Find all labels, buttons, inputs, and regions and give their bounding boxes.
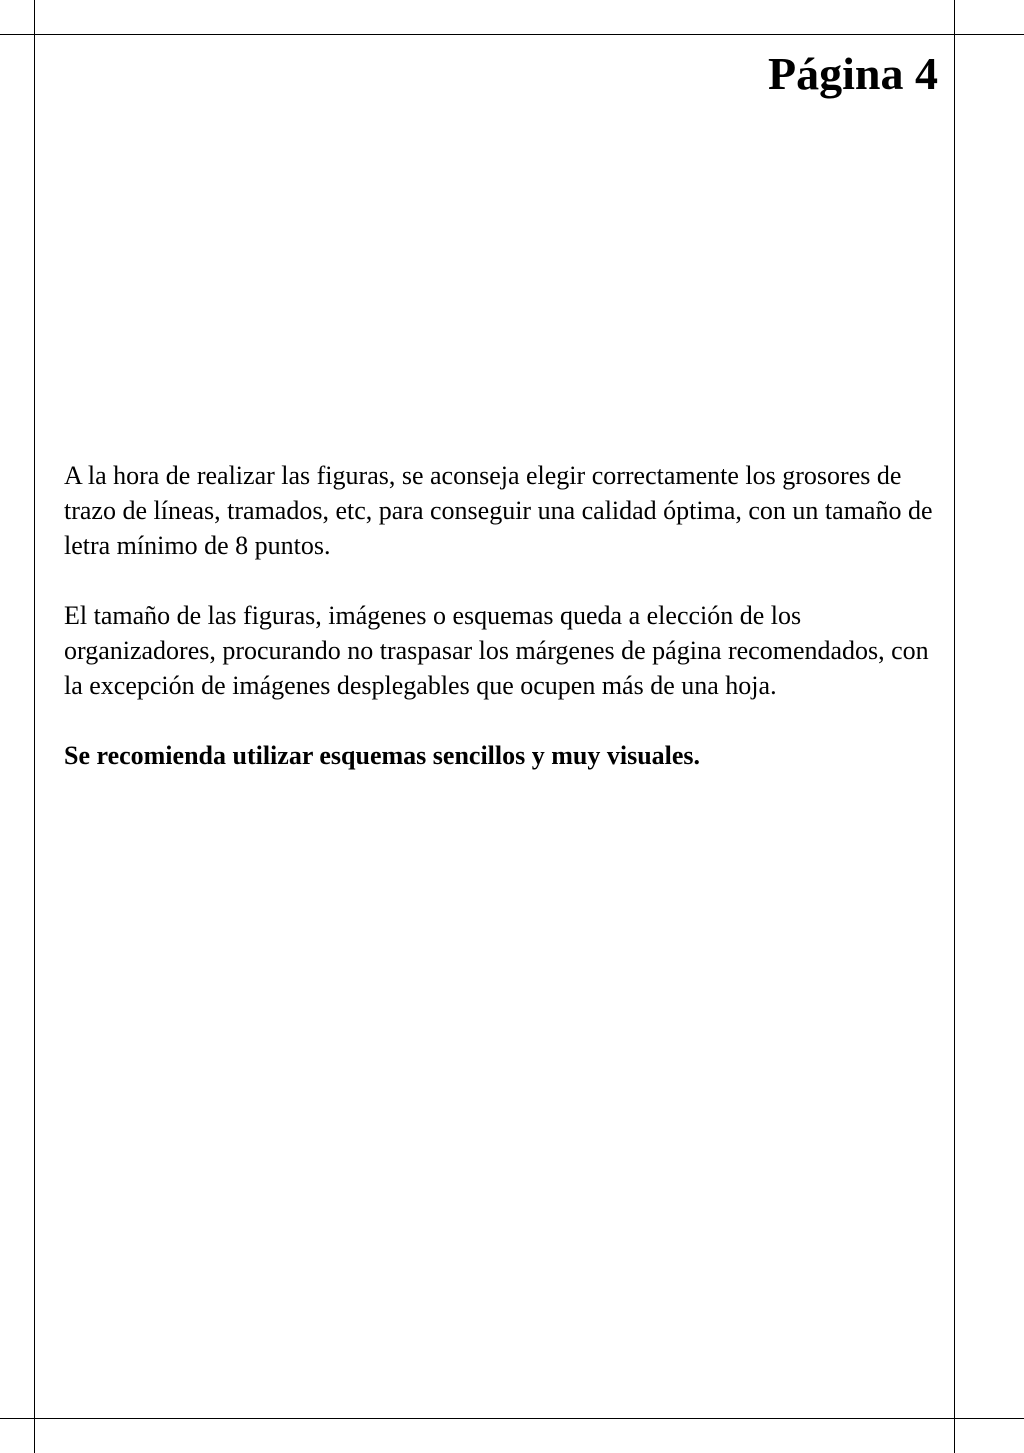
paragraph-figures-quality: A la hora de realizar las figuras, se aconseja elegir correctamente los grosores de trazo de líneas, tramados, etc, para conseguir una calidad óptima, con un tamaño de letra mínimo de 8 puntos. bbox=[64, 461, 933, 560]
right-margin-line bbox=[954, 0, 955, 1453]
bottom-margin-line bbox=[0, 1418, 1024, 1419]
left-margin-line bbox=[34, 0, 35, 1453]
top-margin-line bbox=[0, 34, 1024, 35]
document-body bbox=[64, 458, 934, 808]
page-title: Página 4 bbox=[768, 48, 938, 99]
paragraph-figures-size: El tamaño de las figuras, imágenes o esquemas queda a elección de los organizadores, procurando no traspasar los márgenes de página recomendados, con la excepción de imágenes desplegables que ocupen más de una hoja. bbox=[64, 601, 929, 700]
paragraph-recommendation: Se recomienda utilizar esquemas sencillos y muy visuales. bbox=[64, 741, 701, 770]
